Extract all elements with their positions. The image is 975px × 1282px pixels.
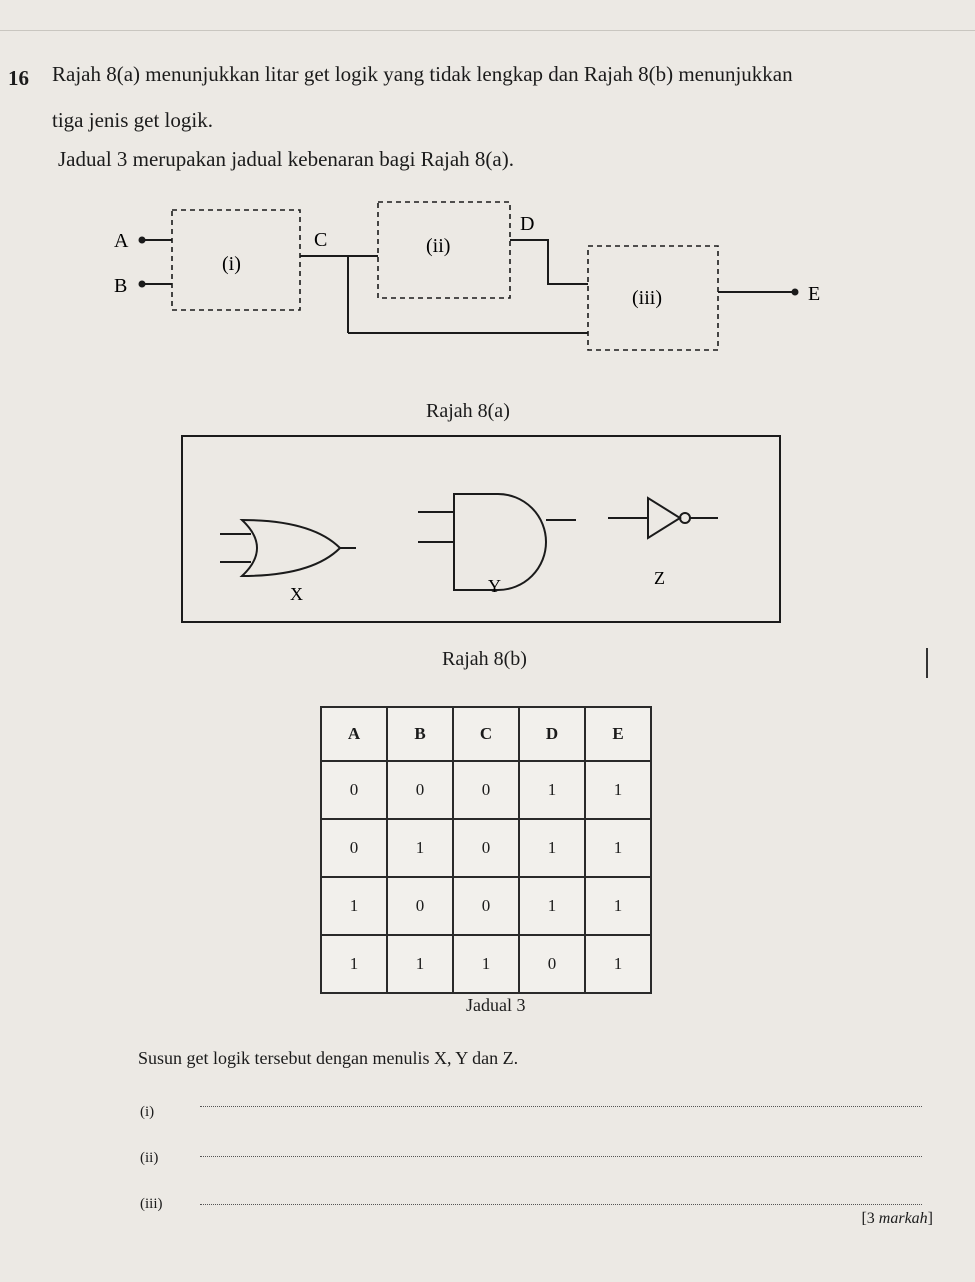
truth-table-header-row: [321, 707, 651, 761]
table-row: [321, 819, 651, 877]
figure-a-caption: Rajah 8(a): [426, 400, 510, 422]
input-b-terminal: [139, 281, 146, 288]
question-text-line-1: Rajah 8(a) menunjukkan litar get logik yang tidak lengkap dan Rajah 8(b) menunjukkan: [52, 62, 793, 86]
table-cell: 1: [519, 761, 585, 819]
input-a-terminal: [139, 237, 146, 244]
answer-line-i[interactable]: [200, 1106, 922, 1107]
table-cell: 1: [585, 935, 651, 993]
not-gate-icon: [608, 498, 718, 538]
table-cell: 1: [321, 877, 387, 935]
marks-word: markah: [878, 1210, 928, 1227]
label-input-a: A: [114, 230, 129, 252]
logic-circuit-diagram: [0, 180, 975, 380]
header-a: A: [321, 707, 387, 761]
table-cell: 1: [387, 935, 453, 993]
table-cell: 0: [387, 877, 453, 935]
table-cell: 1: [519, 877, 585, 935]
table-cell: 1: [585, 877, 651, 935]
label-input-b: B: [114, 275, 128, 297]
table-row: [321, 935, 651, 993]
answer-label-ii: (ii): [140, 1150, 159, 1166]
gate-label-y: Y: [488, 576, 501, 596]
label-output-e: E: [808, 283, 821, 305]
question-number: 16: [8, 66, 29, 90]
marks-open: [3: [861, 1210, 879, 1227]
answer-label-i: (i): [140, 1104, 155, 1120]
answer-label-iii: (iii): [140, 1196, 163, 1212]
box-label-i: (i): [222, 253, 241, 275]
table-cell: 0: [387, 761, 453, 819]
truth-table: [320, 706, 652, 994]
box-label-iii: (iii): [632, 287, 662, 309]
logic-gates-figure: [180, 434, 784, 626]
table-cell: 1: [387, 819, 453, 877]
label-node-c: C: [314, 229, 328, 251]
label-node-d: D: [520, 213, 535, 235]
table-cell: 1: [519, 819, 585, 877]
question-text-line-3: Jadual 3 merupakan jadual kebenaran bagi Rajah 8(a).: [58, 147, 514, 171]
or-gate-icon: [220, 520, 356, 576]
box-label-ii: (ii): [426, 235, 451, 257]
table-cell: 0: [321, 819, 387, 877]
table-cell: 0: [453, 877, 519, 935]
table-cell: 1: [585, 819, 651, 877]
table-cell: 0: [453, 761, 519, 819]
table-row: [321, 761, 651, 819]
header-c: C: [453, 707, 519, 761]
page-edge-mark: [926, 648, 928, 678]
header-b: B: [387, 707, 453, 761]
marks-close: ]: [927, 1210, 933, 1227]
table-cell: 0: [453, 819, 519, 877]
marks-label: [861, 1210, 933, 1228]
question-text-line-2: tiga jenis get logik.: [52, 108, 213, 132]
answer-line-iii[interactable]: [200, 1204, 922, 1205]
table-caption: Jadual 3: [466, 995, 526, 1015]
header-e: E: [585, 707, 651, 761]
table-cell: 0: [519, 935, 585, 993]
gate-label-z: Z: [654, 568, 665, 588]
table-cell: 1: [585, 761, 651, 819]
figure-b-caption: Rajah 8(b): [442, 648, 527, 670]
instruction-text: Susun get logik tersebut dengan menulis X, Y dan Z.: [138, 1048, 519, 1068]
answer-line-ii[interactable]: [200, 1156, 922, 1157]
table-cell: 1: [321, 935, 387, 993]
header-d: D: [519, 707, 585, 761]
output-e-terminal: [792, 289, 799, 296]
table-cell: 0: [321, 761, 387, 819]
gate-label-x: X: [290, 584, 303, 604]
page-top-rule: [0, 30, 975, 31]
table-row: [321, 877, 651, 935]
table-cell: 1: [453, 935, 519, 993]
